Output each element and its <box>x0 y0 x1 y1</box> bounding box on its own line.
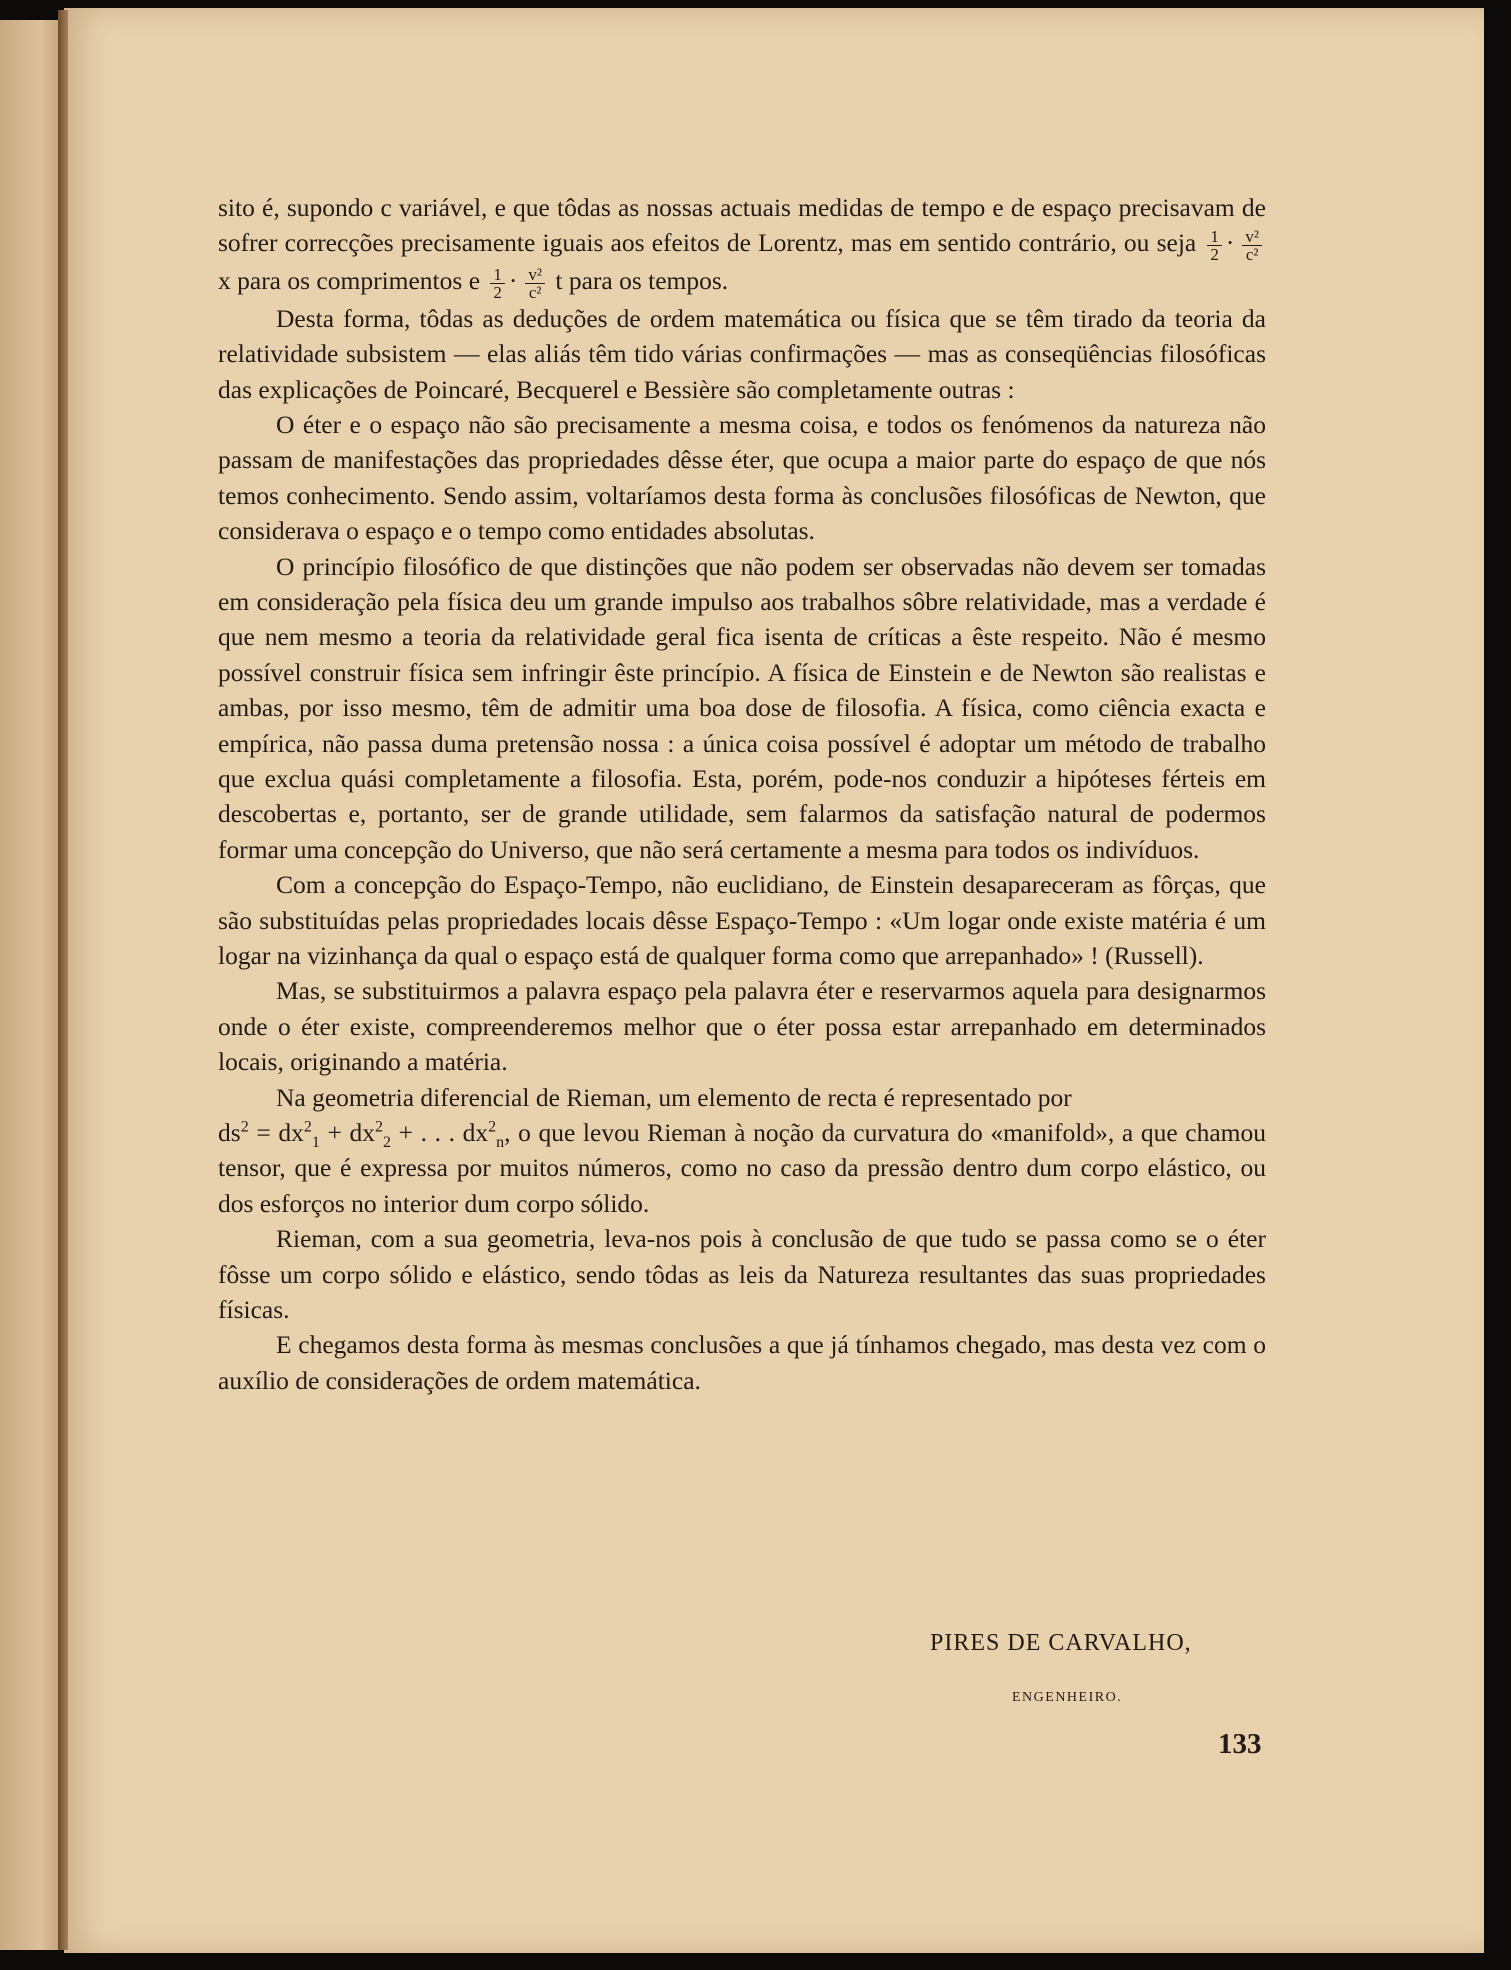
metric-formula: $ds^2 = dx^2_1 + dx^2_2$ + . . . $dx^2_n$ <box>218 1118 505 1152</box>
riemann-paragraph-intro: Na geometria diferencial de Rieman, um elemento de recta é representado por <box>276 1082 1072 1112</box>
paragraph: E chegamos desta forma às mesmas conclusões a que já tínhamos chegado, mas desta vez com o auxílio de considerações de ordem matemática. <box>218 1330 1266 1395</box>
paragraph: Desta forma, tôdas as deduções de ordem matemática ou física que se têm tirado da teoria da relatividade subsistem — elas aliás têm tido várias confirmações — mas as conseqüências filosóficas das explicações de Poincaré, Becquerel e Bessière são completamente outras : <box>218 303 1266 404</box>
paragraph: O éter e o espaço não são precisamente a mesma coisa, e todos os fenómenos da natureza não passam de manifestações das propriedades dêsse éter, que ocupa a maior parte do espaço de que nós temos conhecimento. Sendo assim, voltaríamos desta forma às conclusões filosóficas de Newton, que considerava o espaço e o tempo como entidades absolutas. <box>218 409 1266 546</box>
opening-paragraph: sito é, supondo c variável, e que tôdas as nossas actuais medidas de tempo e de espaço precisavam de sofrer correcções precisamente iguais aos efeitos de Lorentz, mas em sentido contrário, ou seja $\frac{1}{2}$ · $\frac{\text{v²}}{\text{c²}}$ x para os comprimentos e $\frac{1}{2}$ · $\frac{\text{v²}}{\text{c²}}$ t para os tempos. <box>218 193 1266 302</box>
page-number: 133 <box>1218 1728 1262 1760</box>
paragraph: Mas, se substituirmos a palavra espaço pela palavra éter e reservarmos aquela para designarmos onde o éter existe, compreenderemos melhor que o éter possa estar arrepanhado em determinados locais, originando a matéria. <box>218 976 1266 1077</box>
opening-text-3: t para os tempos. <box>555 266 729 296</box>
paragraph: Com a concepção do Espaço-Tempo, não euclidiano, de Einstein desapareceram as fôrças, que são substituídas pelas propriedades locais dêsse Espaço-Tempo : «Um logar onde existe matéria é um logar na vizinhança da qual o espaço está de qualquer forma como que arrepanhado» ! (Russell). <box>218 870 1266 970</box>
body-text <box>218 190 1266 1398</box>
riemann-text: , o que levou Rieman à noção da curvatura do «manifold», a que chamou tensor, que é expressa por muitos números, como no caso da pressão dentro dum corpo elástico, ou dos esforços no interior dum corpo sólido. <box>218 1118 1266 1218</box>
author-title: ENGENHEIRO. <box>1012 1690 1123 1705</box>
riemann-paragraph <box>218 1115 1266 1221</box>
fraction-one-half-2: $\frac{1}{2}$ <box>490 266 505 301</box>
author-signature: PIRES DE CARVALHO, <box>930 1630 1192 1656</box>
paragraph: Rieman, com a sua geometria, leva-nos pois à conclusão de que tudo se passa como se o éter fôsse um corpo sólido e elástico, sendo tôdas as leis da Natureza resultantes das suas propriedades físicas. <box>218 1224 1266 1325</box>
fraction-v2-c2: $\frac{\text{v²}}{\text{c²}}$ <box>1242 228 1262 263</box>
opening-text: sito é, supondo c variável, e que tôdas as nossas actuais medidas de tempo e de espaço precisavam de sofrer correcções precisamente iguais aos efeitos de Lorentz, mas em sentido contrário, ou seja <box>218 193 1266 258</box>
fraction-v2-c2-2: $\frac{\text{v²}}{\text{c²}}$ <box>525 266 545 301</box>
paragraph: O princípio filosófico de que distinções que não podem ser observadas não devem ser tomadas em consideração pela física deu um grande impulso aos trabalhos sôbre relatividade, mas a verdade é que nem mesmo a teoria da relatividade geral fica isenta de críticas a êste respeito. Não é mesmo possível construir física sem infringir êste princípio. A física de Einstein e de Newton são realistas e ambas, por isso mesmo, têm de admitir uma boa dose de filosofia. A física, como ciência exacta e empírica, não passa duma pretensão nossa : a única coisa possível é adoptar um método de trabalho que exclua quási completamente a filosofia. Esta, porém, pode-nos conduzir a hipóteses férteis em descobertas e, portanto, ser de grande utilidade, sem falarmos da satisfação natural de podermos formar uma concepção do Universo, que não será certamente a mesma para todos os indivíduos. <box>218 551 1266 864</box>
page-binding-shadow <box>58 10 68 1950</box>
fraction-one-half: $\frac{1}{2}$ <box>1207 228 1222 263</box>
opening-text-2: x para os comprimentos e <box>218 266 481 296</box>
